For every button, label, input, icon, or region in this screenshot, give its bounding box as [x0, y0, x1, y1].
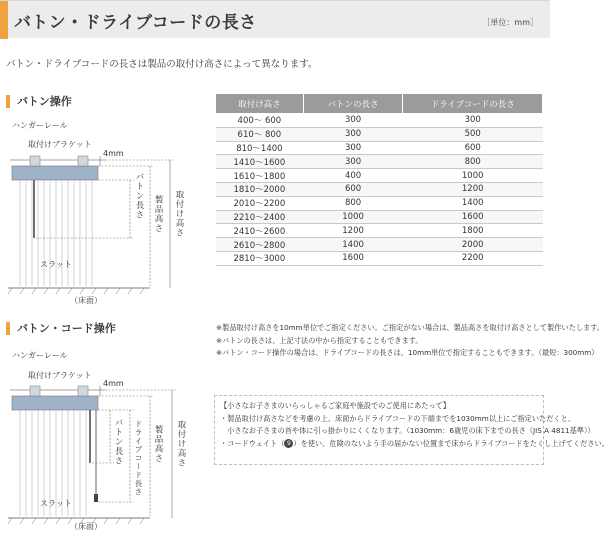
table-row [216, 114, 543, 128]
page-header [0, 0, 550, 38]
cell-baton-length: 1600 [303, 251, 403, 265]
cord-weight-icon: 9 [284, 439, 293, 448]
safety-line: 小さなお子さまの首や体に引っ掛かりにくくなります。（1030mm：6歳児の床下までの長さ（JIS A 4811基準）） [220, 426, 595, 435]
cell-drive-cord-length: 1200 [403, 182, 543, 196]
cell-install-height: 2610～2800 [216, 238, 304, 252]
cell-baton-length: 800 [303, 196, 403, 210]
col-baton-length: バトンの長さ [303, 94, 403, 114]
col-drive-cord-length: ドライブコードの長さ [403, 94, 543, 114]
cell-baton-length: 600 [303, 182, 403, 196]
cell-baton-length: 1400 [303, 238, 403, 252]
cell-drive-cord-length: 600 [403, 141, 543, 155]
cell-drive-cord-length: 500 [403, 127, 543, 141]
hanger-rail-2 [12, 396, 98, 410]
length-spec-table [215, 93, 543, 266]
label-product-height-2: 製品高さ [153, 425, 163, 463]
table-row [216, 238, 543, 252]
cell-baton-length: 300 [303, 127, 403, 141]
label-bracket-2: 取付けブラケット [28, 371, 92, 380]
label-install-height-2: 取付け高さ [176, 420, 186, 468]
safety-line-part: ）を使い、危険のないよう手の届かない位置まで床からドライブコードをたくし上げてください。 [293, 438, 609, 448]
section-baton-title: バトン操作 [6, 95, 72, 108]
table-row [216, 224, 543, 238]
safety-line-part: ・コードウェイト（ [220, 438, 285, 448]
label-drive-cord-length: ドライブコード長さ [134, 420, 143, 497]
cell-drive-cord-length: 1400 [403, 196, 543, 210]
cell-install-height: 400～ 600 [216, 114, 304, 128]
cell-baton-length: 1200 [303, 224, 403, 238]
cell-baton-length: 300 [303, 114, 403, 128]
label-hanger-rail-2: ハンガーレール [12, 351, 68, 360]
table-row [216, 155, 543, 169]
label-product-height: 製品高さ [153, 195, 163, 233]
cell-drive-cord-length: 1600 [403, 210, 543, 224]
note-item: ※バトンの長さは、上記寸法の中から指定することもできます。 [216, 335, 423, 345]
table-row [216, 169, 543, 183]
table-row [216, 196, 543, 210]
label-floor-2: （床面） [70, 522, 102, 531]
cell-install-height: 1810～2000 [216, 182, 304, 196]
child-safety-box [214, 395, 609, 465]
cell-install-height: 2010～2200 [216, 196, 304, 210]
cell-drive-cord-length: 800 [403, 155, 543, 169]
safety-line: ・製品取付け高さなどを考慮の上、床面からドライブコードの下端までを1030mm以上にご指定いただくと、 [220, 413, 575, 423]
label-4mm-2: 4mm [103, 379, 124, 388]
cell-install-height: 1610～1800 [216, 169, 304, 183]
safety-title: 【小さなお子さまのいらっしゃるご家庭や施設でのご使用にあたって】 [220, 401, 451, 410]
unit-label: ［単位：mm］ [482, 18, 538, 27]
table-row [216, 251, 543, 265]
cell-install-height: 1410～1600 [216, 155, 304, 169]
cell-install-height: 2410～2600 [216, 224, 304, 238]
notes [216, 322, 604, 360]
note-item: ※製品取付け高さを10mm単位でご指定ください。ご指定がない場合は、製品高さを取付け高さとして製作いたします。 [216, 323, 604, 332]
label-hanger-rail: ハンガーレール [12, 121, 68, 130]
slats [20, 180, 92, 286]
cell-baton-length: 300 [303, 155, 403, 169]
table-header-row [216, 94, 543, 114]
label-install-height: 取付け高さ [174, 190, 184, 238]
label-slat: スラット [40, 260, 72, 269]
table-row [216, 141, 543, 155]
table-row [216, 182, 543, 196]
cell-install-height: 2210～2400 [216, 210, 304, 224]
cell-install-height: 2810～3000 [216, 251, 304, 265]
label-slat-2: スラット [40, 499, 72, 508]
cell-baton-length: 300 [303, 141, 403, 155]
cell-baton-length: 400 [303, 169, 403, 183]
cell-install-height: 810～1400 [216, 141, 304, 155]
label-bracket: 取付けブラケット [28, 140, 92, 149]
bracket-right [78, 156, 88, 166]
label-floor: （床面） [70, 296, 102, 305]
label-baton-length: バトン長さ [134, 172, 144, 220]
page-title: バトン・ドライブコードの長さ [14, 13, 257, 33]
cell-baton-length: 1000 [303, 210, 403, 224]
label-4mm: 4mm [103, 149, 124, 158]
header-accent-bar [0, 1, 8, 39]
cell-drive-cord-length: 300 [403, 114, 543, 128]
section-baton-cord-title: バトン・コード操作 [6, 322, 116, 335]
label-baton-length-2: バトン長さ [113, 418, 123, 466]
cell-drive-cord-length: 1000 [403, 169, 543, 183]
note-item: ※バトン・コード操作の場合は、ドライブコードの長さは、10mm単位で指定することもできます。（最短：300mm） [216, 348, 599, 357]
bracket-left [30, 156, 40, 166]
safety-line [220, 438, 609, 451]
cell-install-height: 610～ 800 [216, 127, 304, 141]
table-row [216, 210, 543, 224]
col-install-height: 取付け高さ [216, 94, 304, 114]
table-row [216, 127, 543, 141]
cell-drive-cord-length: 1800 [403, 224, 543, 238]
cell-drive-cord-length: 2000 [403, 238, 543, 252]
hanger-rail [12, 166, 98, 180]
page-subtitle: バトン・ドライブコードの長さは製品の取付け高さによって異なります。 [6, 59, 318, 70]
cell-drive-cord-length: 2200 [403, 251, 543, 265]
